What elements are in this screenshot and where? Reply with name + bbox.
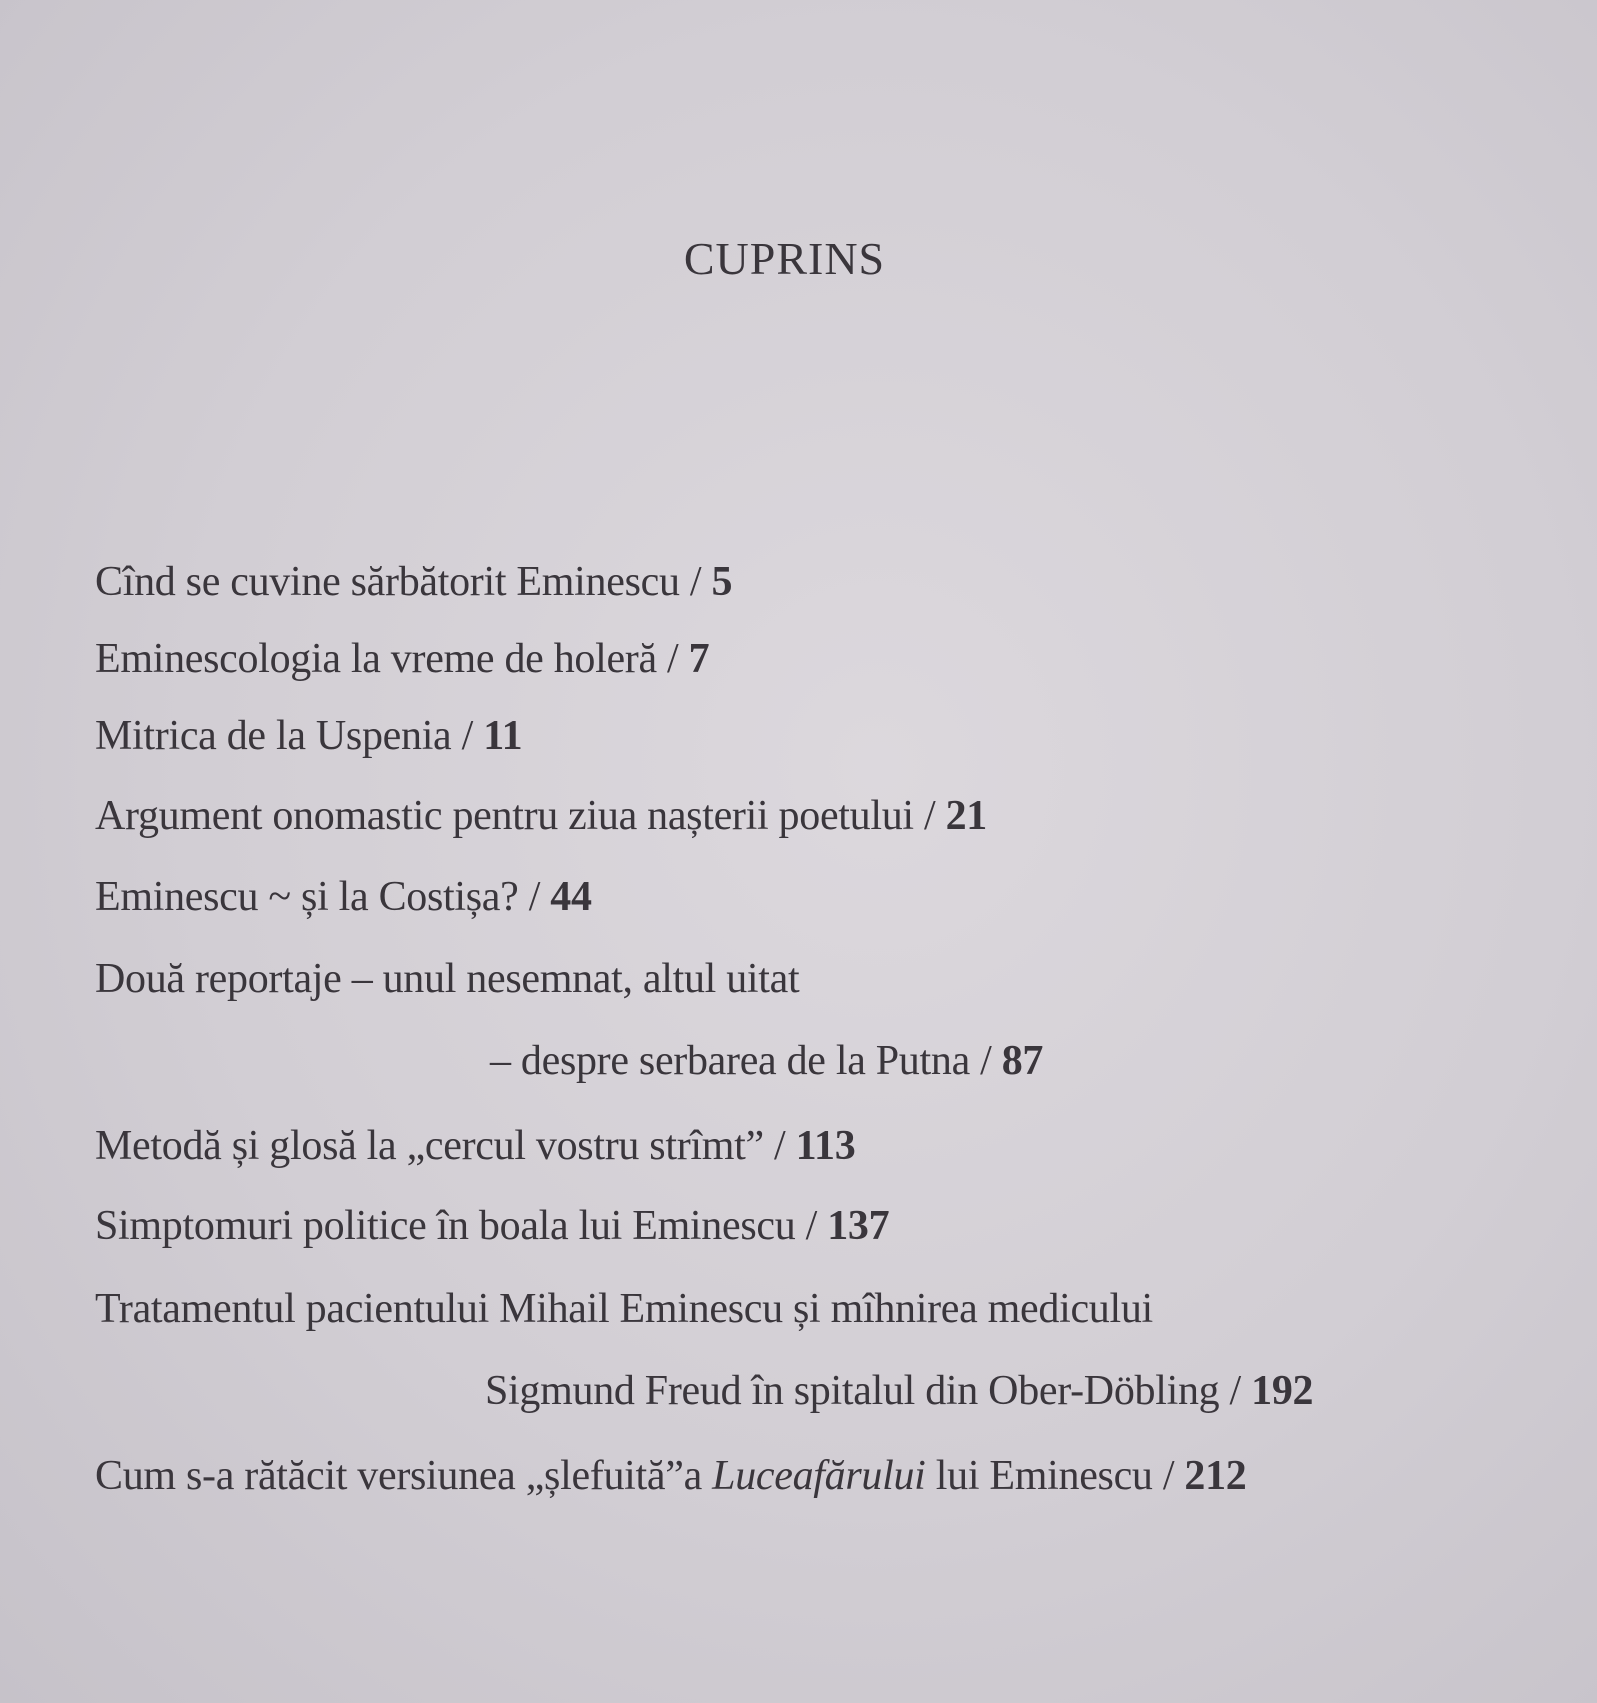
page-title: CUPRINS <box>683 233 886 284</box>
toc-entry-text: Simptomuri politice în boala lui Eminescu / <box>95 1203 817 1249</box>
toc-entry-page: 137 <box>827 1203 890 1249</box>
toc-entry-page: 113 <box>795 1123 856 1169</box>
toc-entry <box>95 792 987 840</box>
toc-entry-page: 11 <box>483 713 523 759</box>
toc-entry-text: Argument onomastic pentru ziua nașterii poetului / <box>95 793 936 839</box>
toc-entry-text-before: Cum s-a rătăcit versiunea „șlefuită”a <box>95 1453 702 1499</box>
toc-entry <box>95 635 709 683</box>
toc-entry-text: – despre serbarea de la Putna / <box>490 1038 992 1084</box>
toc-entry <box>95 955 799 1003</box>
toc-entry-page: 21 <box>945 793 987 839</box>
toc-entry-text: Eminescologia la vreme de holeră / <box>95 636 679 682</box>
toc-entry <box>95 712 522 760</box>
toc-entry <box>95 1202 889 1250</box>
toc-entry-text: Sigmund Freud în spitalul din Ober-Döbling / <box>485 1368 1241 1414</box>
toc-entry-text: Eminescu ~ și la Costișa? / <box>95 874 541 920</box>
toc-entry-page: 7 <box>688 636 710 682</box>
toc-entry-text: Cînd se cuvine sărbătorit Eminescu / <box>95 559 702 605</box>
toc-entry-page: 87 <box>1001 1038 1044 1084</box>
toc-entry-text: Metodă și glosă la „cercul vostru strîmt” / <box>95 1123 786 1169</box>
toc-entry-text: Tratamentul pacientului Mihail Eminescu și mîhnirea medicului <box>95 1286 1153 1332</box>
toc-entry <box>95 1122 855 1170</box>
toc-entry-text: Două reportaje – unul nesemnat, altul uitat <box>95 956 800 1002</box>
toc-entry-page: 192 <box>1251 1368 1314 1414</box>
toc-entry-continuation <box>485 1367 1313 1415</box>
toc-entry-italic-title: Luceafărului <box>712 1453 926 1499</box>
toc-entry <box>95 873 592 921</box>
toc-entry <box>95 1285 1153 1333</box>
toc-entry-page: 44 <box>550 874 592 920</box>
toc-entry-page: 5 <box>711 559 733 605</box>
toc-entry-page: 212 <box>1184 1453 1247 1499</box>
toc-entry-text: Mitrica de la Uspenia / <box>95 713 473 759</box>
toc-entry <box>95 558 732 606</box>
toc-entry-continuation <box>490 1037 1043 1085</box>
toc-entry <box>95 1452 1247 1500</box>
toc-entry-text-after: lui Eminescu / <box>935 1453 1175 1499</box>
